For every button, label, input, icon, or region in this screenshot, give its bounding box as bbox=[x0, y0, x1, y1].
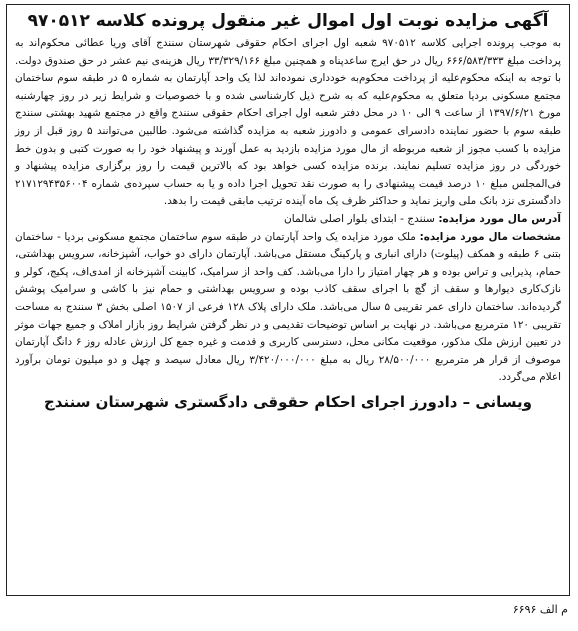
specs-paragraph bbox=[15, 229, 561, 387]
address-label: آدرس مال مورد مزایده: bbox=[438, 212, 561, 225]
reference-number: م الف ۶۶۹۶ bbox=[512, 603, 568, 616]
specs-label: مشخصات مال مورد مزایده: bbox=[419, 230, 561, 243]
notice-body: به موجب پرونده اجرایی کلاسه ۹۷۰۵۱۲ شعبه اول اجرای احکام حقوقی شهرستان سنندج آقای وریا عطائی محکوم‌اند به پرداخت مبلغ ۶۶۶/۵۸۳/۳۳۳ ریال در حق ایرج ساعدپناه و همچنین مبلغ ۳۳/۳۲۹/۱۶۶ ریال هزینه‌ی نیم عشر در حق صندوق دولت. با توجه به اینکه محکوم‌علیه از پرداخت محکوم‌به خودداری نموده‌اند لذا یک واحد آپارتمان به شماره ۵ در طبقه سوم ساختمان مجتمع مسکونی بردیا متعلق به محکوم‌علیه که به شرح ذیل کارشناسی شده و با خصوصیات و شرایط زیر در روز چهارشنبه مورخ ۱۳۹۷/۶/۲۱ از ساعت ۹ الی ۱۰ در محل دفتر شعبه اول اجرای احکام حقوقی سنندج واقع در مجتمع شهید بهشتی سنندج طبقه سوم با حضور نماینده دادسرای عمومی و دادورز شعبه به مزایده گذاشته می‌شود. طالبین می‌توانند ۵ روز قبل از روز مزایده با کسب مجوز از شعبه مربوطه از مال مورد مزایده بازدید به عمل آورند و پیشنهاد خود را به صورت کتبی و بدون خط خوردگی در روز مزایده تسلیم نمایند. برنده مزایده کسی خواهد بود که بالاترین قیمت را روز برگزاری مزایده پیشنهاد و فی‌المجلس مبلغ ۱۰ درصد قیمت پیشنهادی را به صورت نقد تحویل اجرا داده و یا به حساب سپرده‌ی شماره ۲۱۷۱۲۹۴۳۵۶۰۰۴ دادگستری نزد بانک ملی واریز نماید و حداکثر ظرف یک ماه آینده ترتیب مابقی قیمت را بدهد. bbox=[15, 37, 562, 208]
signature-line: ویسانی – دادورز اجرای احکام حقوقی دادگستری شهرستان سنندج bbox=[43, 392, 533, 411]
address-value: سنندج - ابتدای بلوار اصلی شالمان bbox=[283, 212, 435, 225]
notice-title: آگهی مزایده نوبت اول اموال غیر منقول پرونده کلاسه ۹۷۰۵۱۲ bbox=[27, 11, 549, 31]
address-line bbox=[15, 211, 561, 229]
specs-body: ملک مورد مزایده یک واحد آپارتمان در طبقه سوم ساختمان مجتمع مسکونی بردیا - ساختمان بتنی ۶ طبقه و همکف (پیلوت) دارای انباری و پارکینگ مستقل می‌باشد. آپارتمان دارای دو خواب، آشپزخانه، سرویس بهداشتی، حمام، پذیرایی و تراس بوده و هر چهار امتیاز را دارا می‌باشد. کف واحد از سرامیک، کابینت آشپزخانه از امدی‌اف، پکیج، کولر و نازک‌کاری دیوارها و سقف از گچ با اجرای سقف کاذب بوده و سرویس بهداشتی و حمام نیز با کاشی و سرامیک پوشش گردیده‌اند. ساختمان دارای عمر تقریبی ۵ سال می‌باشد. ملک دارای پلاک ۱۲۸ فرعی از ۱۵۰۷ اصلی بخش ۳ سنندج به مساحت تقریبی ۱۲۰ مترمربع می‌باشد. در نهایت بر اساس توضیحات تقدیمی و در نظر گرفتن شرایط روز بازار املاک و جمیع جهات موثر در تعیین ارزش ملک مذکور، موقعیت مکانی محل، دسترسی کاربری و قدمت و غیره جمع کل ارزش عادله روز ۶ دانگ آپارتمان موصوف از قرار هر مترمربع ۲۸/۵۰۰/۰۰۰ ریال به مبلغ ۳/۴۲۰/۰۰۰/۰۰۰ ریال معادل سیصد و چهل و دو میلیون تومان برآورد اعلام می‌گردد. bbox=[15, 230, 561, 384]
auction-notice-box bbox=[6, 4, 570, 596]
